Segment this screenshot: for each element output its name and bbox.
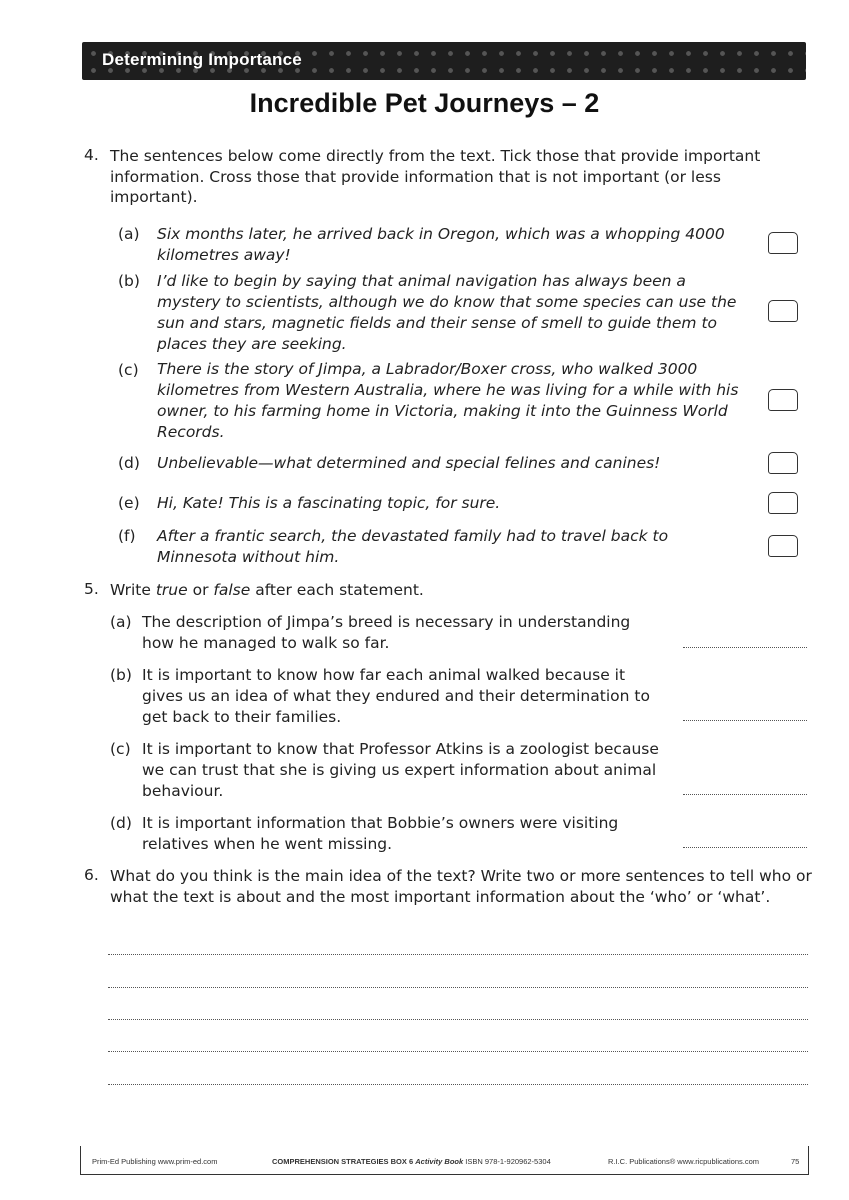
writing-line[interactable] xyxy=(108,987,808,988)
q5-prompt: Write true or false after each statement. xyxy=(110,581,424,599)
statement-text: It is important information that Bobbie’s owners were visiting relatives when he went missing. xyxy=(142,814,619,853)
answer-line[interactable] xyxy=(683,794,807,795)
q6-number: 6. xyxy=(84,866,99,884)
statement-text: It is important to know how far each animal walked because it gives us an idea of what they endured and their determination to get back to their families. xyxy=(142,666,650,726)
sentence-text: After a frantic search, the devastated family had to travel back to Minnesota without him. xyxy=(157,527,669,566)
section-label: Determining Importance xyxy=(102,50,302,69)
tick-box[interactable] xyxy=(768,452,798,474)
sentence-text: Hi, Kate! This is a fascinating topic, for sure. xyxy=(157,494,501,512)
answer-line[interactable] xyxy=(683,720,807,721)
answer-line[interactable] xyxy=(683,647,807,648)
sentence-text: Six months later, he arrived back in Oregon, which was a whopping 4000 kilometres away! xyxy=(157,225,725,264)
q4-number: 4. xyxy=(84,146,99,164)
item-label: (c) xyxy=(118,361,139,379)
statement-text: The description of Jimpa’s breed is necessary in understanding how he managed to walk so far. xyxy=(142,613,631,652)
item-label: (f) xyxy=(118,527,136,545)
writing-line[interactable] xyxy=(108,954,808,955)
footer-book-title: COMPREHENSION STRATEGIES BOX 6 Activity Book ISBN 978-1-920962-5304 xyxy=(272,1157,551,1166)
q5-number: 5. xyxy=(84,580,99,598)
tick-box[interactable] xyxy=(768,492,798,514)
writing-line[interactable] xyxy=(108,1051,808,1052)
footer-publisher-right: R.I.C. Publications® www.ricpublications.com xyxy=(608,1157,759,1166)
item-label: (a) xyxy=(118,225,140,243)
page-title: Incredible Pet Journeys – 2 xyxy=(249,88,600,118)
page-number: 75 xyxy=(791,1157,800,1166)
item-label: (d) xyxy=(110,814,132,832)
tick-box[interactable] xyxy=(768,389,798,411)
item-label: (d) xyxy=(118,454,140,472)
answer-line[interactable] xyxy=(683,847,807,848)
sentence-text: I’d like to begin by saying that animal navigation has always been a mystery to scientists, although we do know that some species can use the sun and stars, magnetic fields and their sense of smell to guide them to places they are seeking. xyxy=(157,272,737,353)
q4-prompt: The sentences below come directly from the text. Tick those that provide important information. Cross those that provide information that is not important (or less important). xyxy=(110,147,761,206)
sentence-text: There is the story of Jimpa, a Labrador/Boxer cross, who walked 3000 kilometres from Western Australia, where he was living for a while with his owner, to his farming home in Victoria, making it into the Guinness World Records. xyxy=(157,360,739,441)
item-label: (b) xyxy=(118,272,140,290)
tick-box[interactable] xyxy=(768,300,798,322)
item-label: (b) xyxy=(110,666,132,684)
statement-text: It is important to know that Professor Atkins is a zoologist because we can trust that she is giving us expert information about animal behaviour. xyxy=(142,740,659,800)
writing-line[interactable] xyxy=(108,1019,808,1020)
item-label: (e) xyxy=(118,494,140,512)
tick-box[interactable] xyxy=(768,535,798,557)
tick-box[interactable] xyxy=(768,232,798,254)
item-label: (a) xyxy=(110,613,132,631)
footer-publisher: Prim-Ed Publishing www.prim-ed.com xyxy=(92,1157,218,1166)
q6-prompt: What do you think is the main idea of the text? Write two or more sentences to tell who or what the text is about and the most important information about the ‘who’ or ‘what’. xyxy=(110,867,812,906)
writing-line[interactable] xyxy=(108,1084,808,1085)
sentence-text: Unbelievable—what determined and special felines and canines! xyxy=(157,454,661,472)
item-label: (c) xyxy=(110,740,131,758)
